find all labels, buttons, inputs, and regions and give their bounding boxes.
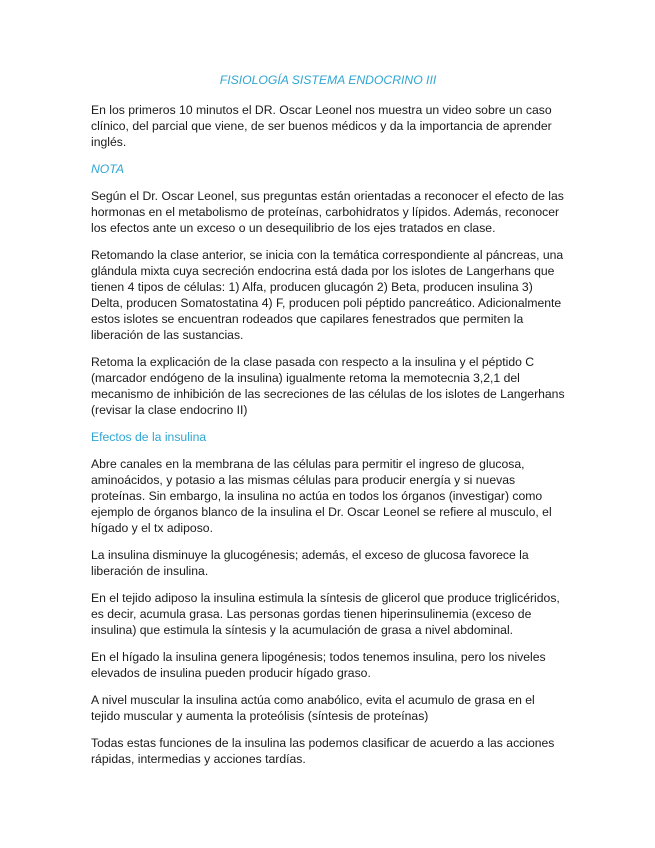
- intro-paragraph: En los primeros 10 minutos el DR. Oscar Leonel nos muestra un video sobre un caso clínico, del parcial que viene, de ser buenos médicos y da la importancia de aprender inglés.: [91, 103, 552, 149]
- nota-heading: NOTA: [91, 162, 124, 176]
- efectos-paragraph-1: Abre canales en la membrana de las células para permitir el ingreso de glucosa, aminoácidos, y potasio a las mismas células para producir energía y si nuevas proteínas. Sin embargo, la insulina no actúa en todos los órganos (investigar) como ejemplo de órganos blanco de la insulina el Dr. Oscar Leonel se refiere al musculo, el hígado y el tx adiposo.: [91, 457, 552, 535]
- nota-paragraph: Según el Dr. Oscar Leonel, sus preguntas están orientadas a reconocer el efecto de las hormonas en el metabolismo de proteínas, carbohidratos y lípidos. Además, reconocer los efectos ante un exceso o un desequilibrio de los ejes tratados en clase.: [91, 189, 564, 235]
- efectos-paragraph-5: A nivel muscular la insulina actúa como anabólico, evita el acumulo de grasa en el tejido muscular y aumenta la proteólisis (síntesis de proteínas): [91, 693, 535, 723]
- pancreas-paragraph: Retomando la clase anterior, se inicia con la temática correspondiente al páncreas, una glándula mixta cuya secreción endocrina está dada por los islotes de Langerhans que tienen 4 tipos de células: 1) Alfa, producen glucagón 2) Beta, producen insulina 3) Delta, producen Somatostatina 4) F, producen poli péptido pancreático. Adicionalmente estos islotes se encuentran rodeados que capilares fenestrados que permiten la liberación de las sustancias.: [91, 248, 564, 342]
- efectos-paragraph-3: En el tejido adiposo la insulina estimula la síntesis de glicerol que produce triglicéridos, es decir, acumula grasa. Las personas gordas tienen hiperinsulinemia (exceso de insulina) que estimula la síntesis y la acumulación de grasa a nivel abdominal.: [91, 591, 560, 637]
- document-body: [91, 72, 565, 778]
- document-title: FISIOLOGÍA SISTEMA ENDOCRINO III: [219, 73, 437, 87]
- efectos-heading: Efectos de la insulina: [91, 430, 207, 444]
- insulina-review-paragraph: Retoma la explicación de la clase pasada con respecto a la insulina y el péptido C (marcador endógeno de la insulina) igualmente retoma la memotecnia 3,2,1 del mecanismo de inhibición de las secreciones de las células de los islotes de Langerhans (revisar la clase endocrino II): [91, 355, 565, 417]
- efectos-paragraph-6: Todas estas funciones de la insulina las podemos clasificar de acuerdo a las acciones rápidas, intermedias y acciones tardías.: [91, 736, 555, 766]
- efectos-paragraph-4: En el hígado la insulina genera lipogénesis; todos tenemos insulina, pero los niveles elevados de insulina pueden producir hígado graso.: [91, 650, 546, 680]
- efectos-paragraph-2: La insulina disminuye la glucogénesis; además, el exceso de glucosa favorece la liberación de insulina.: [91, 548, 529, 578]
